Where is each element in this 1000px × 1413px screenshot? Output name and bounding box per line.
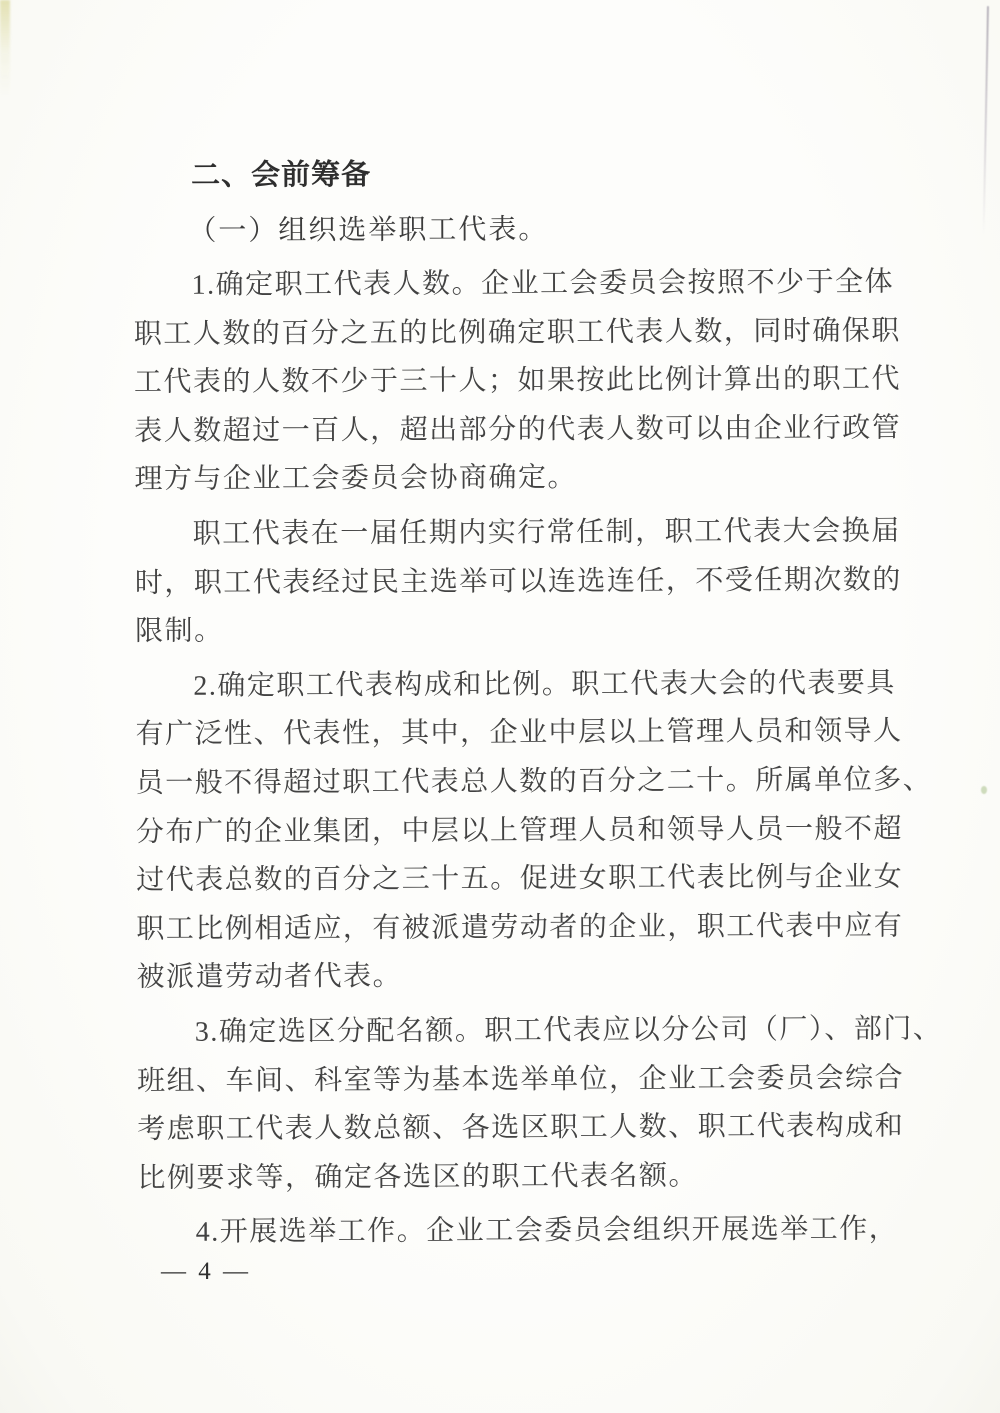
document-body <box>133 149 943 1258</box>
paragraph <box>138 1206 916 1258</box>
paragraph <box>135 659 933 1003</box>
paragraph <box>135 508 914 657</box>
text-line: 比例要求等，确定各选区的职工代表名额。 <box>137 1160 699 1194</box>
text-line: 理方与企业工会委员会协商确定。 <box>134 462 578 496</box>
paragraph <box>136 1006 943 1204</box>
text-line: 3.确定选区分配名额。职工代表应以分公司（厂）、部门、 <box>194 1013 943 1048</box>
text-line: 被派遣劳动者代表。 <box>136 961 403 994</box>
scan-bleedthrough-line <box>983 6 989 234</box>
subsection-heading: （一）组织选举职工代表。 <box>188 214 549 247</box>
text-line: 限制。 <box>135 615 224 648</box>
text-line: 过代表总数的百分之三十五。促进女职工代表比例与企业女 <box>136 861 904 897</box>
scan-speck <box>981 786 987 794</box>
text-line: 职工人数的百分之五的比例确定职工代表人数，同时确保职 <box>133 315 901 350</box>
text-line: 员一般不得超过职工代表总人数的百分之二十。所属单位多、 <box>135 764 933 799</box>
text-line: 1.确定职工代表人数。企业工会委员会按照不少于全体 <box>191 266 895 301</box>
text-line: 时，职工代表经过民主选举可以连选连任，不受任期次数的 <box>134 564 902 599</box>
text-line: 表人数超过一百人，超出部分的代表人数可以由企业行政管 <box>134 412 902 447</box>
text-line: 有广泛性、代表性，其中，企业中层以上管理人员和领导人 <box>135 715 903 751</box>
text-line: 考虑职工代表人数总额、各选区职工人数、职工代表构成和 <box>137 1110 905 1146</box>
paragraph <box>133 259 912 505</box>
text-line: 2.确定职工代表构成和比例。职工代表大会的代表要具 <box>193 667 896 702</box>
text-line: 分布广的企业集团，中层以上管理人员和领导人员一般不超 <box>135 813 904 848</box>
text-line: 工代表的人数不少于三十人；如果按此比例计算出的职工代 <box>133 363 902 399</box>
section-heading: 二、会前筹备 <box>191 158 372 192</box>
page-number: — 4 — <box>161 1258 251 1285</box>
scan-edge-artifact <box>0 0 10 96</box>
text-line: 职工比例相适应，有被派遣劳动者的企业，职工代表中应有 <box>136 910 904 945</box>
text-line: 班组、车间、科室等为基本选举单位，企业工会委员会综合 <box>136 1062 905 1097</box>
text-line: 4.开展选举工作。企业工会委员会组织开展选举工作， <box>195 1213 899 1249</box>
text-line: 职工代表在一届任期内实行常任制，职工代表大会换届 <box>192 515 901 550</box>
